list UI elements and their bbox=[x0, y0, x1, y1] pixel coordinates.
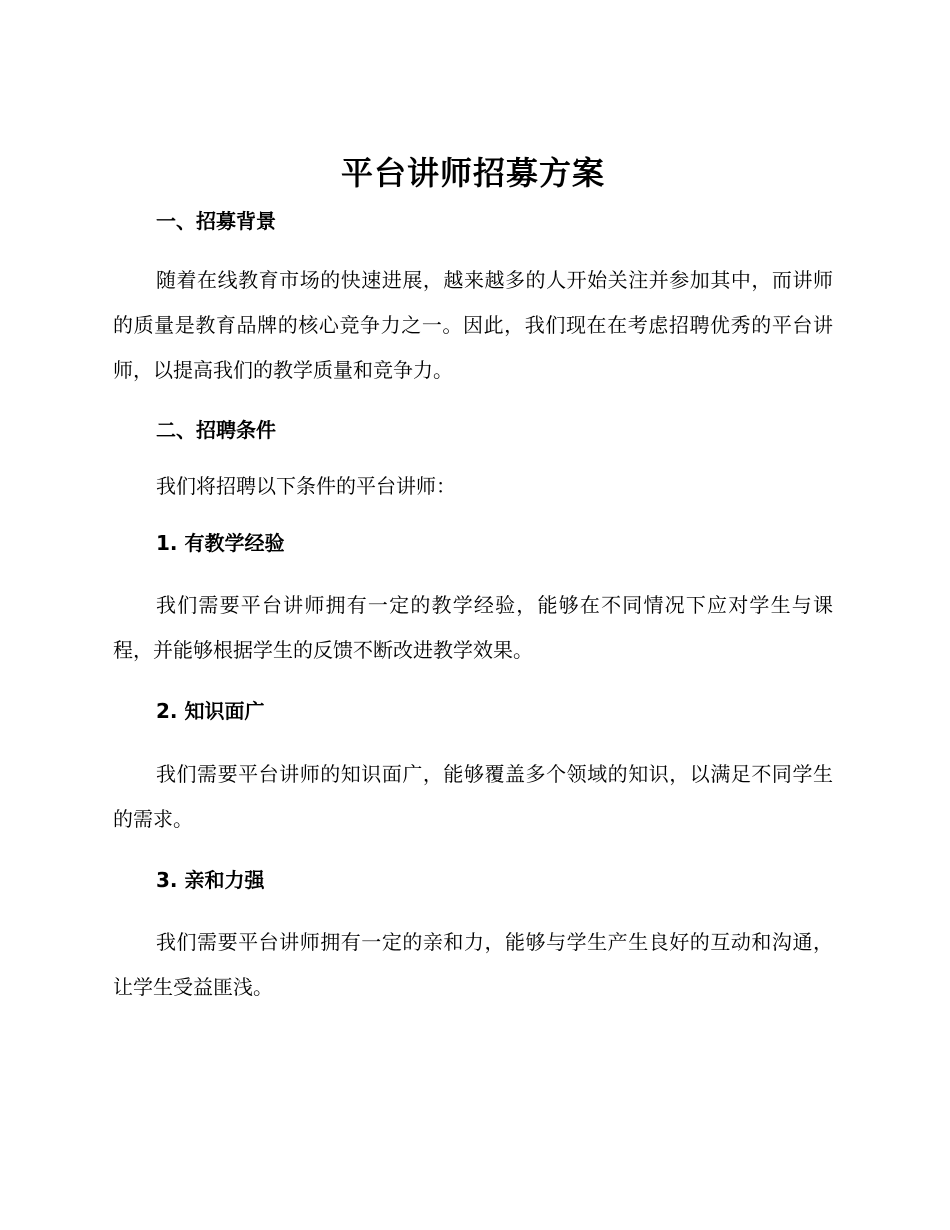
condition-heading-experience: 1. 有教学经验 bbox=[156, 531, 285, 555]
paragraph-experience: 我们需要平台讲师拥有一定的教学经验，能够在不同情况下应对学生与课程，并能够根据学生的反馈不断改进教学效果。 bbox=[113, 593, 833, 662]
paragraph-knowledge: 我们需要平台讲师的知识面广，能够覆盖多个领域的知识，以满足不同学生的需求。 bbox=[113, 762, 833, 831]
condition-heading-knowledge: 2. 知识面广 bbox=[156, 699, 265, 723]
paragraph-affinity: 我们需要平台讲师拥有一定的亲和力，能够与学生产生良好的互动和沟通，让学生受益匪浅。 bbox=[113, 930, 833, 999]
paragraph-conditions-intro: 我们将招聘以下条件的平台讲师： bbox=[156, 474, 456, 498]
section-heading-conditions: 二、招聘条件 bbox=[156, 418, 276, 442]
section-heading-background: 一、招募背景 bbox=[156, 209, 276, 233]
document-title: 平台讲师招募方案 bbox=[340, 154, 605, 192]
condition-heading-affinity: 3. 亲和力强 bbox=[156, 868, 265, 892]
paragraph-background: 随着在线教育市场的快速进展，越来越多的人开始关注并参加其中，而讲师的质量是教育品牌的核心竞争力之一。因此，我们现在在考虑招聘优秀的平台讲师，以提高我们的教学质量和竞争力。 bbox=[113, 268, 833, 382]
document-content bbox=[113, 150, 833, 1010]
